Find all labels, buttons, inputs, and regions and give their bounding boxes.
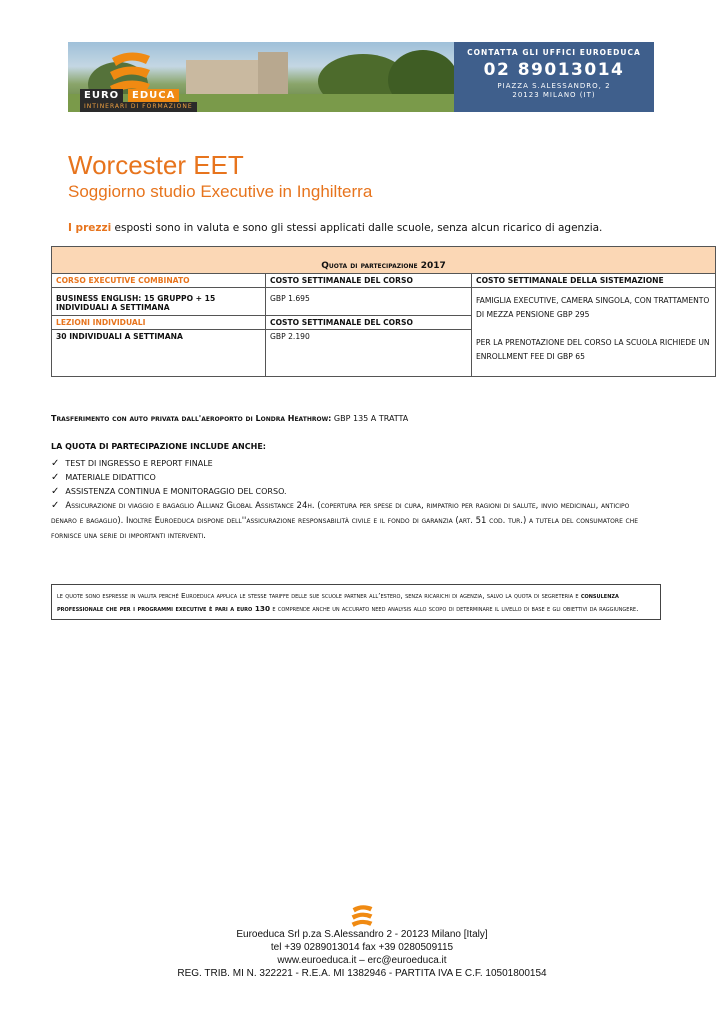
footer-address: Euroeduca Srl p.za S.Alessandro 2 - 20123 Milano [Italy] [236,929,488,940]
contact-city: 20123 MILANO (IT) [512,91,596,99]
transfer-info [51,414,408,423]
page-subtitle: Soggiorno studio Executive in Inghilterra [68,182,373,201]
include-item [51,472,156,483]
row-business-english-price: GBP 1.695 [266,288,472,316]
checkmark-icon: ✓ [51,472,60,483]
footer-phone: tel +39 0289013014 fax +39 0280509115 [270,942,454,953]
contact-address: PIAZZA S.ALESSANDRO, 2 [497,82,611,90]
col-header-individual: LEZIONI INDIVIDUALI [52,316,266,330]
logo-tagline: INTINERARI DI FORMAZIONE [80,102,197,112]
accommodation-text: FAMIGLIA EXECUTIVE, CAMERA SINGOLA, CON TRATTAMENTO DI MEZZA PENSIONE GBP 295 [476,296,710,319]
intro-highlight: I prezzi [68,222,112,234]
footer-web-email: www.euroeduca.it – erc@euroeduca.it [277,955,447,966]
footer [0,928,724,980]
includes-heading: LA QUOTA DI PARTECIPAZIONE INCLUDE ANCHE: [51,442,266,451]
accommodation-cell [472,288,716,377]
include-item-text: MATERIALE DIDATTICO [65,473,156,482]
building-tower-image [258,52,288,100]
include-item [51,486,287,497]
intro-body: esposti sono in valuta e sono gli stessi applicati dalle scuole, senza alcun ricarico di agenzia. [111,222,603,234]
logo-educa-text: EDUCA [128,89,179,102]
row-business-english-label: BUSINESS ENGLISH: 15 GRUPPO + 15 INDIVIDUALI A SETTIMANA [52,288,266,316]
enrollment-fee-text: PER LA PRENOTAZIONE DEL CORSO LA SCUOLA RICHIEDE UN ENROLLMENT FEE DI GBP 65 [476,338,710,361]
contact-label: CONTATTA GLI UFFICI EUROEDUCA [467,48,641,57]
transfer-label: Trasferimento con auto privata dall'aeroporto di Londra Heathrow: [51,414,332,423]
row-individual-label: 30 INDIVIDUALI A SETTIMANA [52,330,266,377]
header-banner [68,42,654,112]
footer-logo-icon [348,903,376,929]
col-header-course: CORSO EXECUTIVE COMBINATO [52,274,266,288]
row-individual-price: GBP 2.190 [266,330,472,377]
page-title: Worcester EET [68,150,244,180]
contact-phone: 02 89013014 [483,60,625,80]
col-header-course-cost: COSTO SETTIMANALE DEL CORSO [266,274,472,288]
pricing-note-box [51,584,661,620]
checkmark-icon: ✓ [51,500,60,511]
logo-euro-text: EURO [80,89,123,102]
include-item-text: TEST DI INGRESSO E REPORT FINALE [65,459,213,468]
transfer-value: GBP 135 A TRATTA [331,414,409,423]
intro-text [68,222,602,234]
include-item [51,458,213,469]
note-text-1: le quote sono espresse in valuta perché Euroeduca applica le stesse tariffe delle sue scuole partner all’estero, senza ricarichi di agenzia, salvo la quota di segreteria e [57,591,581,600]
col-header-accommodation-cost: COSTO SETTIMANALE DELLA SISTEMAZIONE [472,274,716,288]
note-bold-text: consulenza professionale che per i programmi executive è pari a euro 130 [57,591,619,613]
price-table [51,246,716,377]
include-item-text: ASSISTENZA CONTINUA E MONITORAGGIO DEL CORSO. [65,487,287,496]
checkmark-icon: ✓ [51,486,60,497]
insurance-paragraph [51,498,651,544]
note-text-2: e comprende anche un accurato need analysis allo scopo di determinare il livello di base e gli obiettivi da raggiungere. [270,604,639,613]
col-header-individual-cost: COSTO SETTIMANALE DEL CORSO [266,316,472,330]
footer-registration: REG. TRIB. MI N. 322221 - R.E.A. MI 1382946 - PARTITA IVA E C.F. 10501800154 [177,968,547,979]
checkmark-icon: ✓ [51,458,60,469]
insurance-text: Assicurazione di viaggio e bagaglio Allianz Global Assistance 24h. (copertura per spese di cura, rimpatrio per ragioni di salute, invio medicinali, anticipo denaro e bagaglio). Inoltre Euroeduca dispone dell''assicurazione responsabilità civile e il fondo di garanzia (art. 51 cod. tur.) a tutela del consumatore che fornisce una serie di importanti interventi. [51,501,639,541]
price-table-header: Quota di partecipazione 2017 [52,247,716,274]
contact-box [454,42,654,112]
